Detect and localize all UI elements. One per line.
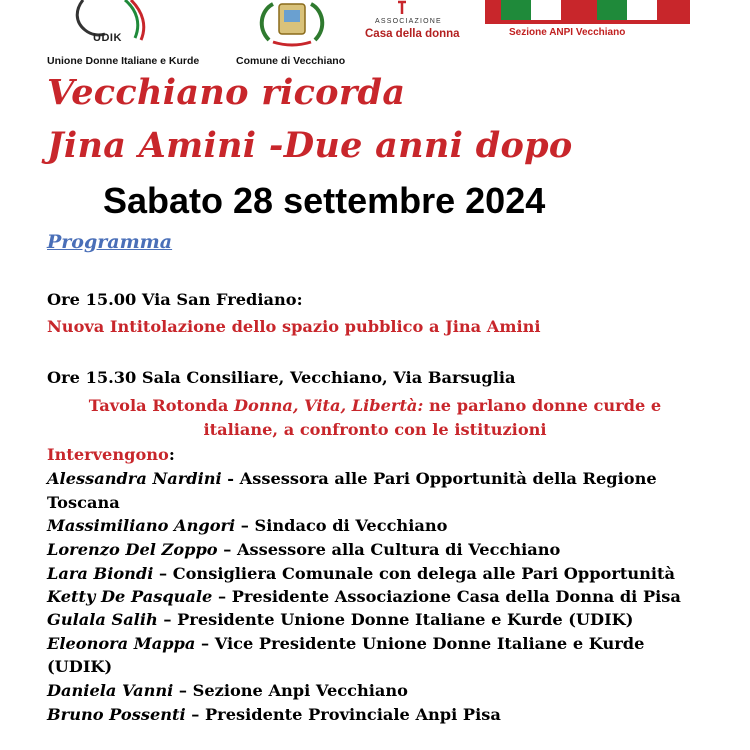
speaker-row: Bruno Possenti – Presidente Provinciale Anpi Pisa xyxy=(47,705,501,724)
speaker-row: Gulala Salih – Presidente Unione Donne Italiane e Kurde (UDIK) xyxy=(47,610,634,629)
speaker-row: Eleonora Mappa – Vice Presidente Unione Donne Italiane e Kurde xyxy=(47,634,645,653)
program-item-2-desc: Tavola Rotonda Donna, Vita, Libertà: ne parlano donne curde e xyxy=(88,396,662,415)
udik-caption: Unione Donne Italiane e Kurde xyxy=(47,55,200,67)
programma-heading: Programma xyxy=(47,231,173,253)
speaker-row-cont: Toscana xyxy=(47,493,120,512)
program-item-1-desc: Nuova Intitolazione dello spazio pubblico a Jina Amini xyxy=(47,317,541,336)
speaker-row-cont: (UDIK) xyxy=(47,657,113,676)
speaker-row: Alessandra Nardini - Assessora alle Pari Opportunità della Regione xyxy=(47,469,657,488)
speaker-row: Lara Biondi – Consigliera Comunale con delega alle Pari Opportunità xyxy=(47,564,675,583)
logos-header xyxy=(0,0,750,70)
anpi-flag-icon xyxy=(485,0,690,24)
udik-mark: UDIK xyxy=(93,32,122,44)
speaker-row: Massimiliano Angori – Sindaco di Vecchiano xyxy=(47,516,448,535)
title-line-2: Jina Amini -Due anni dopo xyxy=(47,125,573,166)
speaker-row: Lorenzo Del Zoppo – Assessore alla Cultura di Vecchiano xyxy=(47,540,561,559)
program-item-2-desc-cont: italiane, a confronto con le istituzioni xyxy=(203,420,547,439)
speaker-row: Ketty De Pasquale – Presidente Associazione Casa della Donna di Pisa xyxy=(47,587,681,606)
comune-crest-icon xyxy=(243,0,341,48)
intervengono-heading: Intervengono: xyxy=(47,445,175,464)
casa-assoc-label: ASSOCIAZIONE xyxy=(375,18,442,25)
title-line-1: Vecchiano ricorda xyxy=(47,72,406,113)
casa-name-label: Casa della donna xyxy=(365,28,460,40)
program-item-2-time: Ore 15.30 Sala Consiliare, Vecchiano, Via Barsuglia xyxy=(47,368,516,387)
comune-caption: Comune di Vecchiano xyxy=(236,55,346,67)
anpi-caption: Sezione ANPI Vecchiano xyxy=(509,27,626,38)
speaker-row: Daniela Vanni – Sezione Anpi Vecchiano xyxy=(47,681,408,700)
program-item-1-time: Ore 15.00 Via San Frediano: xyxy=(47,290,303,309)
event-date: Sabato 28 settembre 2024 xyxy=(103,180,546,221)
